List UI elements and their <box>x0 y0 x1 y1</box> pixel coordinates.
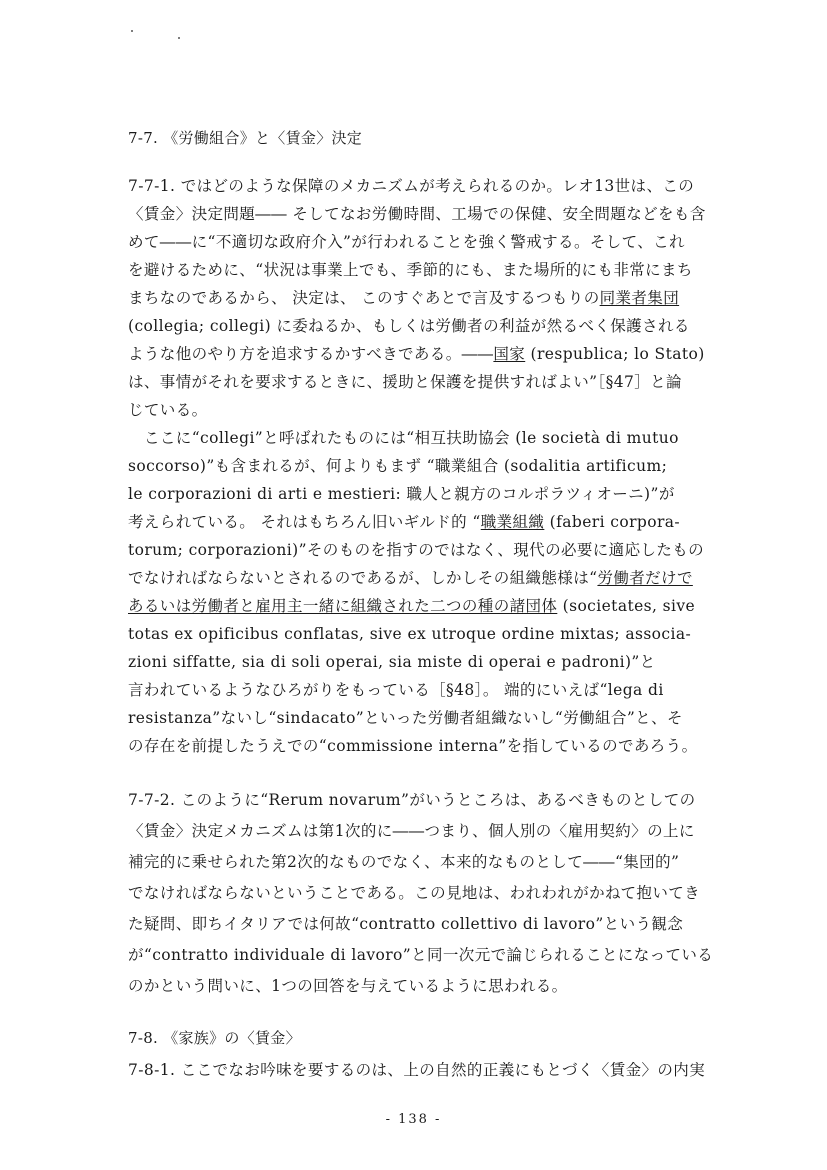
underlined-term: あるいは労働者と雇用主一緒に組織された二つの種の諸団体 <box>128 597 558 615</box>
text-line <box>128 288 728 308</box>
text-line: ここに“collegi”と呼ばれたものには“相互扶助協会 (le società di mutuo <box>144 429 679 447</box>
scan-speck <box>178 37 180 39</box>
text-line: の存在を前提したうえでの“commissione interna”を指しているのであろう。 <box>128 737 698 755</box>
text-line: が“contratto individuale di lavoro”と同一次元で論じられることになっている <box>128 946 714 964</box>
text-line: 〈賃金〉決定問題―― そしてなお労働時間、工場での保健、安全問題などをも含 <box>128 205 706 223</box>
page-number: - 138 - <box>385 1112 442 1127</box>
text-segment: 考えられている。 それはもちろん旧いギルド的 “ <box>128 513 481 531</box>
text-segment: ような他のやり方を追求するかすべきである。―― <box>128 345 494 363</box>
text-line: めて――に“不適切な政府介入”が行われることを強く警戒する。そして、これ <box>128 233 685 251</box>
text-line: zioni siffatte, sia di soli operai, sia miste di operai e padroni)”と <box>128 653 656 671</box>
text-line: 7-7-2. このように“Rerum novarum”がいうところは、あるべきものとしての <box>128 791 696 809</box>
text-segment: (faberi corpora- <box>544 513 681 531</box>
underlined-term: 職業組織 <box>480 513 545 531</box>
text-line: le corporazioni di arti e mestieri: 職人と親方のコルポラツィオーニ)”が <box>128 485 675 503</box>
text-line: resistanza”ないし“sindacato”といった労働者組織ないし“労働組合”と、そ <box>128 709 683 727</box>
text-line: でなければならないということである。この見地は、われわれがかねて抱いてき <box>128 884 701 902</box>
section-heading-7-8: 7-8. 《家族》の〈賃金〉 <box>128 1029 301 1047</box>
text-line: を避けるために、“状況は事業上でも、季節的にも、また場所的にも非常にまち <box>128 261 693 279</box>
scan-speck <box>131 30 133 32</box>
text-line: 7-8-1. ここでなお吟味を要するのは、上の自然的正義にもとづく〈賃金〉の内実 <box>128 1061 706 1079</box>
section-heading-7-7: 7-7. 《労働組合》と〈賃金〉決定 <box>128 129 363 147</box>
text-line: た疑問、即ちイタリアでは何故“contratto collettivo di lavoro”という観念 <box>128 915 684 933</box>
text-line: (collegia; collegi) に委ねるか、もしくは労働者の利益が然るべく保護される <box>128 317 690 335</box>
text-line: 7-7-1. ではどのような保障のメカニズムが考えられるのか。レオ13世は、この <box>128 177 695 195</box>
text-line: 言われているようなひろがりをもっている［§48］。 端的にいえば“lega di <box>128 681 664 699</box>
text-line: じている。 <box>128 401 208 419</box>
text-line: のかという問いに、1つの回答を与えているように思われる。 <box>128 977 568 995</box>
text-line: totas ex opificibus conflatas, sive ex utroque ordine mixtas; associa- <box>128 625 692 643</box>
text-line: 〈賃金〉決定メカニズムは第1次的に――つまり、個人別の〈雇用契約〉の上に <box>128 822 695 840</box>
text-line: 補完的に乗せられた第2次的なものでなく、本来的なものとして――“集団的” <box>128 853 680 871</box>
text-line <box>128 512 728 532</box>
text-line <box>128 344 728 364</box>
text-line: torum; corporazioni)”そのものを指すのではなく、現代の必要に適応したもの <box>128 541 705 559</box>
text-segment: (societates, sive <box>557 597 696 615</box>
underlined-term: 国家 <box>493 345 526 363</box>
text-line: soccorso)”も含まれるが、何よりもまず “職業組合 (sodalitia artificum; <box>128 457 668 475</box>
text-line: は、事情がそれを要求するときに、援助と保護を提供すればよい”［§47］と論 <box>128 373 682 391</box>
text-segment: でなければならないとされるのであるが、しかしその組織態様は“ <box>128 569 598 587</box>
text-segment: まちなのであるから、 決定は、 このすぐあとで言及するつもりの <box>128 289 600 307</box>
text-line <box>128 568 728 588</box>
underlined-term: 労働者だけで <box>597 569 693 587</box>
underlined-term: 同業者集団 <box>599 289 680 307</box>
text-line <box>128 596 728 616</box>
text-segment: (respublica; lo Stato) <box>525 345 705 363</box>
